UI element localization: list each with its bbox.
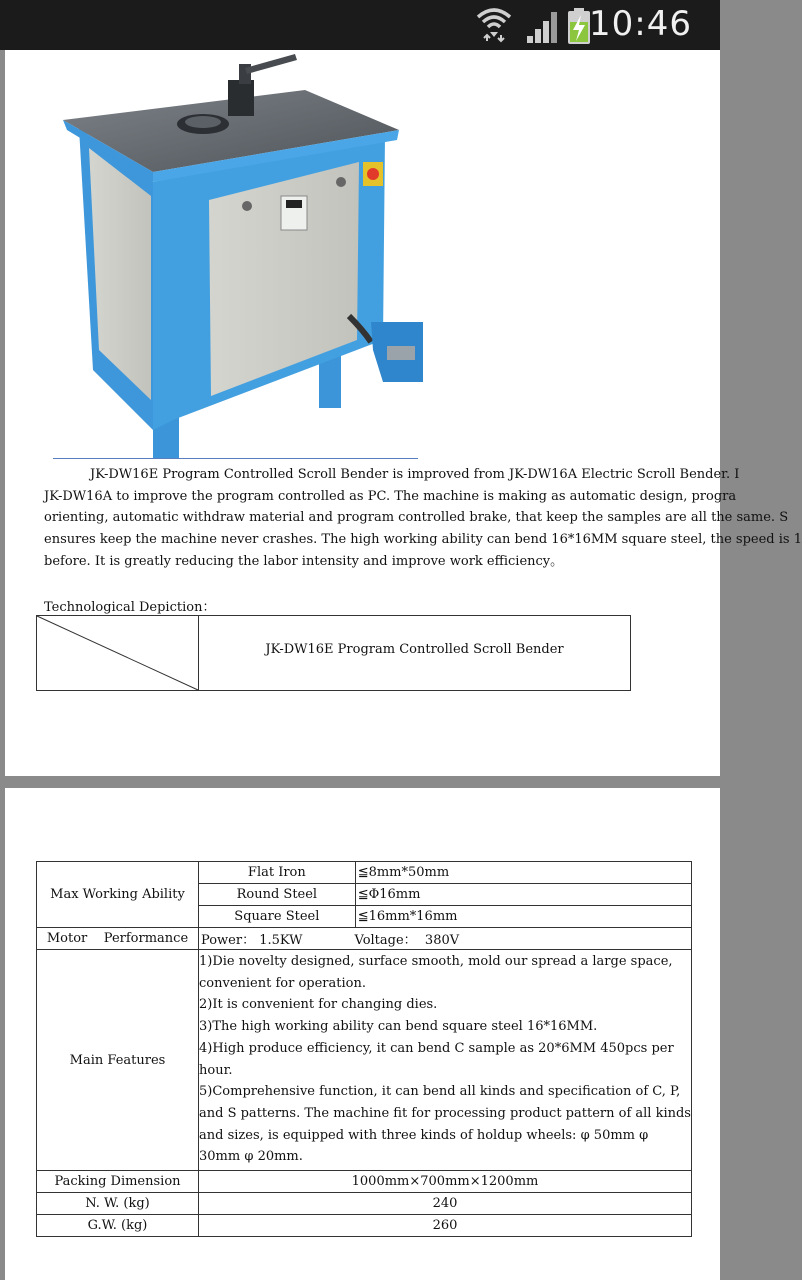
table-row: [37, 1193, 692, 1215]
flat-iron-value: ≦8mm*50mm: [355, 862, 691, 884]
signal-icon: [526, 10, 562, 44]
round-steel-label: Round Steel: [199, 884, 356, 906]
table-row: [37, 928, 692, 950]
feature-line: hour.: [199, 1062, 233, 1078]
clock: 10:46: [589, 4, 692, 44]
spec-table: [36, 861, 692, 1237]
square-steel-value: ≦16mm*16mm: [355, 906, 691, 928]
table-row: [37, 862, 692, 884]
intro-line: ensures keep the machine never crashes. The high working ability can bend 16*16MM square steel, the speed is 1: [44, 532, 802, 548]
diagonal-header-cell: [37, 616, 199, 690]
intro-line: JK-DW16A to improve the program controlled as PC. The machine is making as automatic design, progra: [44, 488, 737, 504]
product-title: JK-DW16E Program Controlled Scroll Bender: [265, 642, 564, 657]
intro-paragraph: [44, 464, 802, 573]
document-page-2: [5, 788, 720, 1280]
gross-weight-value: 260: [199, 1215, 692, 1237]
net-weight-label: N. W. (kg): [37, 1193, 199, 1215]
feature-line: and sizes, is equipped with three kinds of holdup wheels: φ 50mm φ: [199, 1127, 649, 1143]
feature-line: 4)High produce efficiency, it can bend C sample as 20*6MM 450pcs per: [199, 1040, 674, 1056]
intro-line: before. It is greatly reducing the labor intensity and improve work efficiency。: [44, 553, 564, 569]
table-row: [37, 1171, 692, 1193]
wifi-icon: [476, 7, 512, 41]
square-steel-label: Square Steel: [199, 906, 356, 928]
tech-header-table: [36, 615, 631, 691]
gross-weight-label: G.W. (kg): [37, 1215, 199, 1237]
max-working-ability-label: Max Working Ability: [37, 862, 199, 928]
table-row: [37, 1215, 692, 1237]
power-value: Power： 1.5KW: [201, 933, 303, 948]
photo-divider: [53, 458, 418, 459]
packing-dimension-label: Packing Dimension: [37, 1171, 199, 1193]
table-row: [37, 950, 692, 1171]
feature-line: 2)It is convenient for changing dies.: [199, 997, 438, 1013]
main-features-label: Main Features: [37, 950, 199, 1171]
status-bar: [0, 0, 720, 50]
motor-value: [199, 928, 692, 950]
product-photo: [53, 50, 423, 460]
flat-iron-label: Flat Iron: [199, 862, 356, 884]
main-features-value: [199, 950, 692, 1171]
packing-dimension-value: 1000mm×700mm×1200mm: [199, 1171, 692, 1193]
intro-line: JK-DW16E Program Controlled Scroll Bender is improved from JK-DW16A Electric Scroll Bender. I: [90, 467, 740, 482]
voltage-value: Voltage： 380V: [354, 933, 460, 948]
tech-depiction-label: Technological Depiction：: [44, 600, 216, 615]
feature-line: 1)Die novelty designed, surface smooth, mold our spread a large space,: [199, 954, 673, 969]
feature-line: 30mm φ 20mm.: [199, 1149, 303, 1165]
feature-line: 5)Comprehensive function, it can bend all kinds and specification of C, P,: [199, 1084, 681, 1100]
round-steel-value: ≦Φ16mm: [355, 884, 691, 906]
feature-line: and S patterns. The machine fit for processing product pattern of all kinds: [199, 1105, 691, 1121]
feature-line: 3)The high working ability can bend square steel 16*16MM.: [199, 1019, 598, 1035]
motor-label: Motor Performance: [37, 928, 199, 950]
net-weight-value: 240: [199, 1193, 692, 1215]
document-page-1: [5, 50, 802, 776]
intro-line: orienting, automatic withdraw material and program controlled brake, that keep the samples are all the same. S: [44, 510, 789, 526]
feature-line: convenient for operation.: [199, 975, 366, 991]
